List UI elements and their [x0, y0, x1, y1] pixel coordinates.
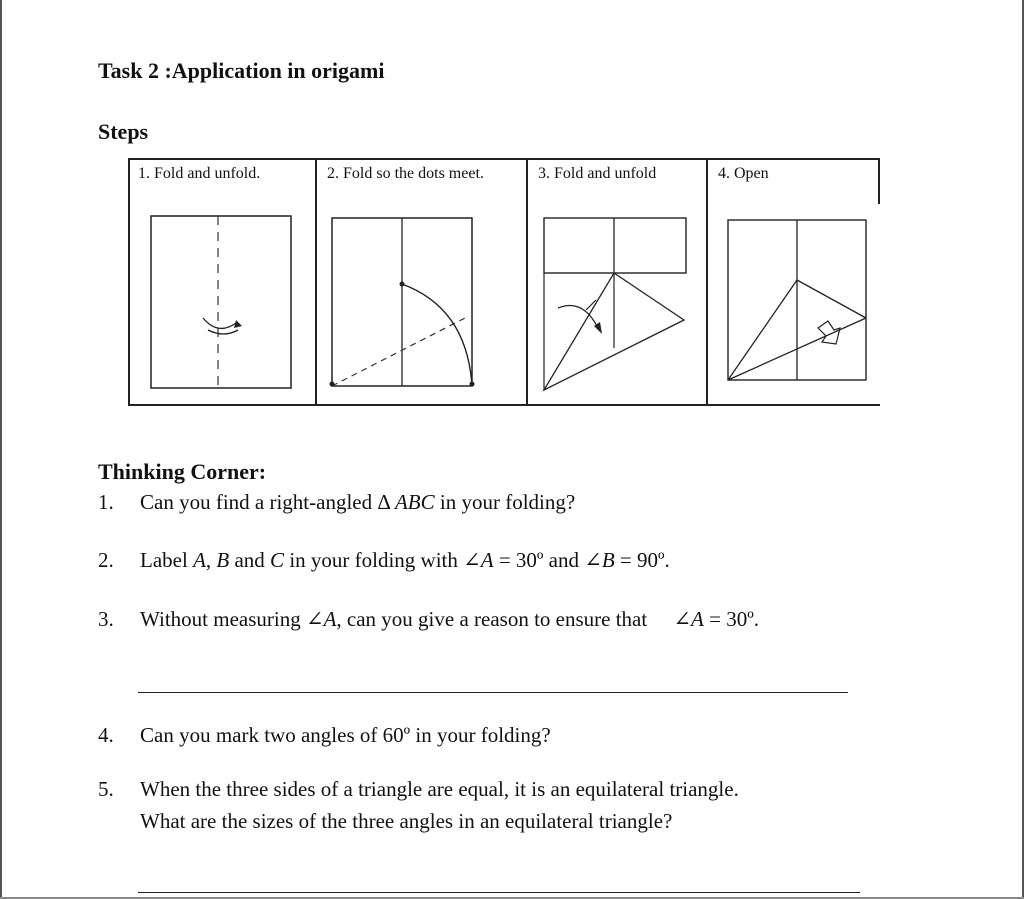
step-cell-3	[528, 158, 706, 406]
steps-title: Steps	[98, 119, 149, 144]
question-3	[98, 607, 898, 637]
question-4	[98, 723, 898, 753]
step-label: 1. Fold and unfold.	[138, 165, 261, 182]
question-2	[98, 548, 898, 578]
question-text: Can you mark two angles of 60º in your folding?	[140, 723, 551, 747]
step-label: 4. Open	[718, 165, 769, 182]
answer-line[interactable]	[138, 892, 860, 893]
question-text-line-1: When the three sides of a triangle are equal, it is an equilateral triangle.	[140, 777, 739, 801]
question-text-line-2: What are the sizes of the three angles in an equilateral triangle?	[140, 809, 673, 833]
step-cell-1	[128, 158, 315, 406]
step-3-diagram-icon	[528, 158, 706, 406]
answer-line[interactable]	[138, 692, 848, 693]
thinking-corner-title: Thinking Corner:	[98, 459, 267, 484]
question-text: Can you find a right-angled Δ ABC in your folding?	[140, 490, 576, 514]
page-border-left	[0, 0, 2, 899]
question-1	[98, 490, 898, 520]
step-label: 3. Fold and unfold	[538, 165, 657, 182]
question-number: 5.	[98, 777, 114, 801]
step-1-diagram-icon	[128, 158, 315, 406]
step-cell-2	[317, 158, 526, 406]
steps-table	[128, 158, 880, 406]
question-number: 2.	[98, 548, 114, 572]
step-cell-4	[708, 158, 880, 406]
question-number: 3.	[98, 607, 114, 631]
question-text: Label A, B and C in your folding with ∠A = 30º and ∠B = 90º.	[140, 548, 670, 572]
question-text: Without measuring ∠A, can you give a reason to ensure that ∠A = 30º.	[140, 607, 759, 631]
question-5	[98, 777, 898, 841]
task-title: Task 2 :Application in origami	[98, 58, 385, 83]
step-2-diagram-icon	[317, 158, 526, 406]
step-4-diagram-icon	[708, 158, 880, 406]
step-label: 2. Fold so the dots meet.	[327, 165, 484, 182]
question-number: 4.	[98, 723, 114, 747]
question-number: 1.	[98, 490, 114, 514]
